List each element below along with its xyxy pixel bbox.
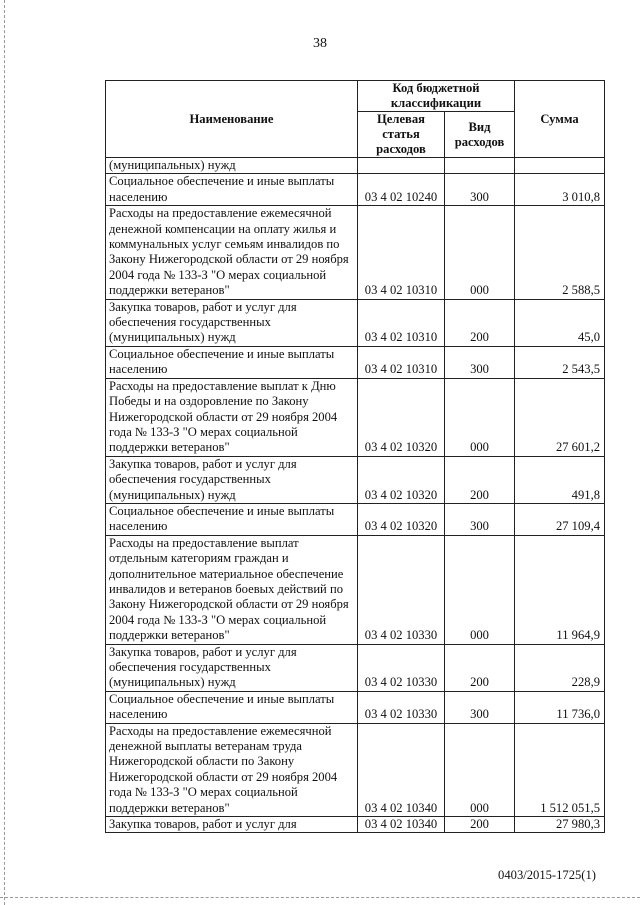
table-row [106,346,605,378]
cell-expense-type: 200 [445,817,515,833]
cell-target-article: 03 4 02 10330 [358,535,445,644]
cell-sum [515,158,605,174]
cell-sum: 1 512 051,5 [515,723,605,816]
cell-sum: 491,8 [515,456,605,503]
cell-name: Закупка товаров, работ и услуг для обеспечения государственных (муниципальных) нужд [106,456,358,503]
cell-target-article: 03 4 02 10240 [358,174,445,206]
table-row [106,158,605,174]
cell-name: Расходы на предоставление ежемесячной денежной выплаты ветеранам труда Нижегородской области по Закону Нижегородской области от 29 ноября 2004 года № 133-З "О мерах социальной поддержки ветеранов" [106,723,358,816]
cell-target-article: 03 4 02 10320 [358,456,445,503]
cell-name: Социальное обеспечение и иные выплаты населению [106,503,358,535]
cell-sum: 2 543,5 [515,346,605,378]
cell-target-article [358,158,445,174]
cell-expense-type: 300 [445,346,515,378]
bottom-scan-edge [0,897,640,898]
cell-target-article: 03 4 02 10310 [358,346,445,378]
cell-sum: 27 601,2 [515,378,605,456]
table-row [106,378,605,456]
cell-name: Расходы на предоставление выплат отдельным категориям граждан и дополнительное материальное обеспечение инвалидов и ветеранов боевых действий по Закону Нижегородской области от 29 ноября 2004 года № 133-З "О мерах социальной поддержки ветеранов" [106,535,358,644]
page-number: 38 [313,36,327,51]
cell-expense-type: 200 [445,299,515,346]
cell-target-article: 03 4 02 10310 [358,299,445,346]
cell-expense-type: 200 [445,456,515,503]
cell-expense-type: 300 [445,691,515,723]
cell-name: Социальное обеспечение и иные выплаты населению [106,346,358,378]
cell-sum: 45,0 [515,299,605,346]
cell-name: Закупка товаров, работ и услуг для обеспечения государственных (муниципальных) нужд [106,299,358,346]
document-reference: 0403/2015-1725(1) [498,868,596,882]
cell-name: Социальное обеспечение и иные выплаты населению [106,174,358,206]
budget-table [105,80,605,833]
cell-name: Социальное обеспечение и иные выплаты населению [106,691,358,723]
cell-expense-type: 300 [445,174,515,206]
cell-sum: 228,9 [515,644,605,691]
cell-target-article: 03 4 02 10320 [358,378,445,456]
header-sum: Сумма [515,81,605,158]
header-name: Наименование [106,81,358,158]
cell-target-article: 03 4 02 10320 [358,503,445,535]
cell-expense-type [445,158,515,174]
table-row [106,206,605,299]
cell-sum: 11 736,0 [515,691,605,723]
header-expense-type: Вид расходов [445,112,515,158]
table-row [106,456,605,503]
table-row [106,503,605,535]
cell-target-article: 03 4 02 10310 [358,206,445,299]
table-row [106,644,605,691]
cell-sum: 27 109,4 [515,503,605,535]
cell-target-article: 03 4 02 10330 [358,691,445,723]
cell-name: (муниципальных) нужд [106,158,358,174]
header-code-group: Код бюджетной классификации [358,81,515,112]
table-row [106,691,605,723]
cell-sum: 3 010,8 [515,174,605,206]
cell-sum: 2 588,5 [515,206,605,299]
table-row [106,817,605,833]
table-row [106,535,605,644]
left-scan-edge [4,0,5,905]
cell-expense-type: 000 [445,206,515,299]
table-row [106,299,605,346]
cell-name: Закупка товаров, работ и услуг для [106,817,358,833]
cell-expense-type: 300 [445,503,515,535]
cell-name: Расходы на предоставление ежемесячной денежной компенсации на оплату жилья и коммунальных услуг семьям инвалидов по Закону Нижегородской области от 29 ноября 2004 года № 133-З "О мерах социальной поддержки ветеранов" [106,206,358,299]
table-body [106,158,605,833]
table-row [106,174,605,206]
cell-name: Расходы на предоставление выплат к Дню Победы и на оздоровление по Закону Нижегородской области от 29 ноября 2004 года № 133-З "О мерах социальной поддержки ветеранов" [106,378,358,456]
cell-expense-type: 200 [445,644,515,691]
header-target-article: Целевая статья расходов [358,112,445,158]
cell-expense-type: 000 [445,723,515,816]
cell-target-article: 03 4 02 10340 [358,723,445,816]
cell-target-article: 03 4 02 10330 [358,644,445,691]
cell-name: Закупка товаров, работ и услуг для обеспечения государственных (муниципальных) нужд [106,644,358,691]
cell-expense-type: 000 [445,535,515,644]
cell-expense-type: 000 [445,378,515,456]
cell-target-article: 03 4 02 10340 [358,817,445,833]
cell-sum: 11 964,9 [515,535,605,644]
table-row [106,723,605,816]
cell-sum: 27 980,3 [515,817,605,833]
